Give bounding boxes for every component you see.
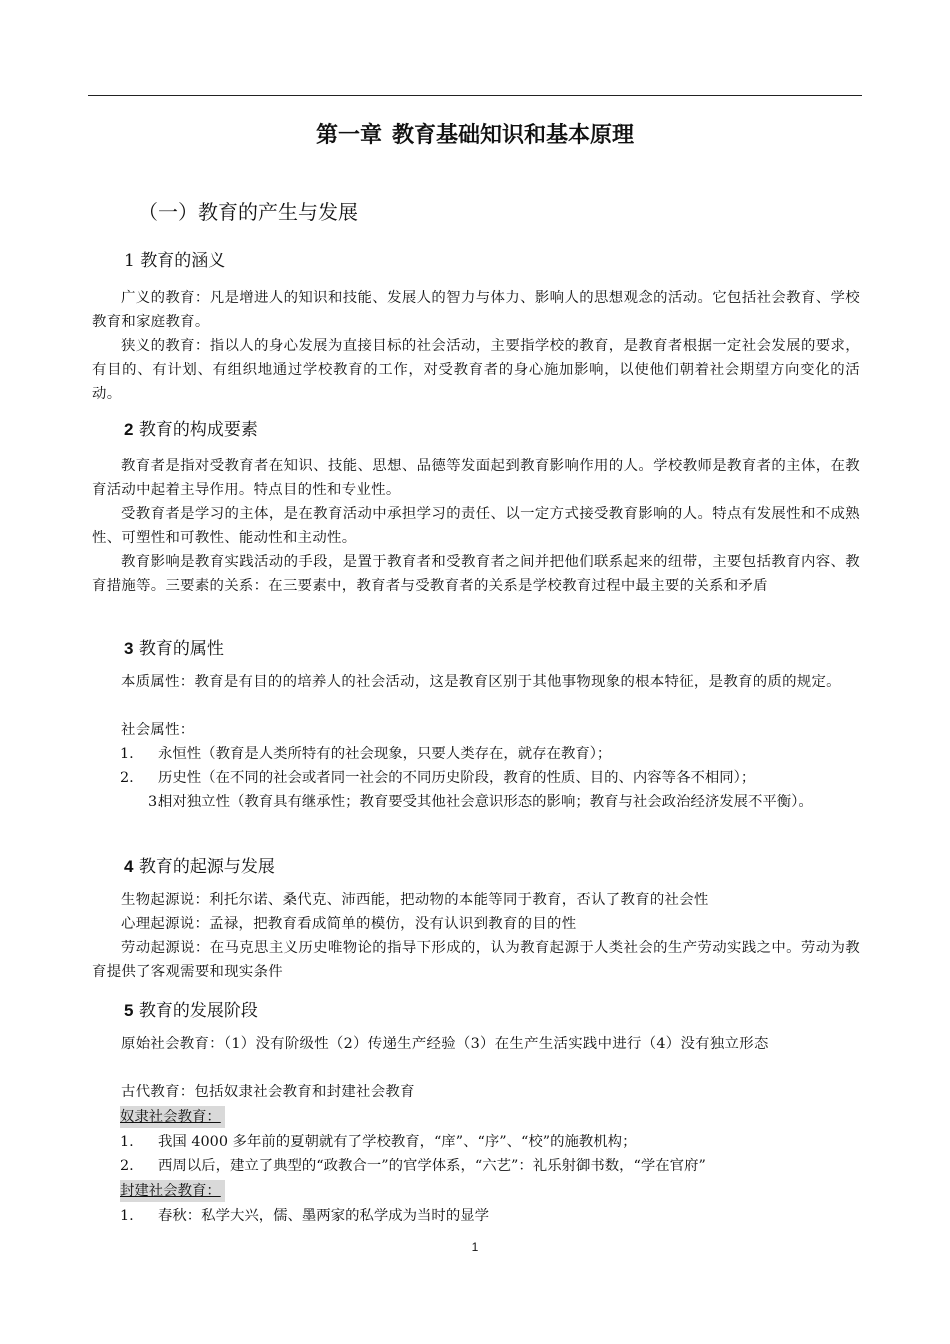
paragraph: 社会属性： xyxy=(121,722,195,738)
header-rule xyxy=(88,95,862,96)
subsection-number: 4 xyxy=(124,857,134,876)
section-heading: （一）教育的产生与发展 xyxy=(138,200,358,224)
subsection-number: 5 xyxy=(124,1001,134,1020)
paragraph: 原始社会教育：（1）没有阶级性（2）传递生产经验（3）在生产生活实践中进行（4）没有独立形态 xyxy=(121,1036,769,1052)
page-number: 1 xyxy=(471,1240,479,1254)
paragraph: 心理起源说：孟禄，把教育看成简单的模仿，没有认识到教育的目的性 xyxy=(121,916,577,932)
subsection-title: 教育的构成要素 xyxy=(138,420,258,440)
subsection-heading-4 xyxy=(124,852,892,877)
subsection-heading-5 xyxy=(124,996,892,1021)
paragraph: 受教育者是学习的主体，是在教育活动中承担学习的责任、以一定方式接受教育影响的人。特点有发展性和不成熟性、可塑性和可教性、能动性和主动性。 xyxy=(92,506,860,546)
paragraph: 古代教育：包括奴隶社会教育和封建社会教育 xyxy=(121,1084,415,1100)
subsection-title: 教育的起源与发展 xyxy=(138,857,275,877)
paragraph: 教育影响是教育实践活动的手段，是置于教育者和受教育者之间并把他们联系起来的纽带，主要包括教育内容、教育措施等。三要素的关系：在三要素中，教育者与受教育者的关系是学校教育过程中最主要的关系和矛盾 xyxy=(92,554,860,594)
paragraph: 生物起源说：利托尔诺、桑代克、沛西能，把动物的本能等同于教育，否认了教育的社会性 xyxy=(121,892,709,908)
list-item: 3.相对独立性（教育具有继承性；教育要受其他社会意识形态的影响；教育与社会政治经济发展不平衡）。 xyxy=(148,794,813,810)
subsection-heading-1: 1 教育的涵义 xyxy=(124,251,226,271)
subsection-heading-3 xyxy=(124,634,892,659)
subsection-number: 3 xyxy=(124,639,134,658)
list-item: 1. 春秋：私学大兴，儒、墨两家的私学成为当时的显学 xyxy=(120,1208,489,1224)
chapter-name: 教育基础知识和基本原理 xyxy=(392,123,635,148)
list-item: 2. 历史性（在不同的社会或者同一社会的不同历史阶段，教育的性质、目的、内容等各不相同）； xyxy=(120,770,756,786)
paragraph: 教育者是指对受教育者在知识、技能、思想、品德等发面起到教育影响作用的人。学校教师是教育者的主体，在教育活动中起着主导作用。特点目的性和专业性。 xyxy=(92,458,860,498)
paragraph: 劳动起源说：在马克思主义历史唯物论的指导下形成的，认为教育起源于人类社会的生产劳动实践之中。劳动为教育提供了客观需要和现实条件 xyxy=(92,940,860,980)
highlighted-label: 奴隶社会教育： xyxy=(120,1106,225,1128)
list-item: 1. 我国 4000 多年前的夏朝就有了学校教育，“庠”、“序”、“校”的施教机构； xyxy=(120,1134,637,1150)
subsection-number: 2 xyxy=(124,420,134,439)
subsection-title: 教育的属性 xyxy=(138,639,224,659)
chapter-number: 第一章 xyxy=(315,123,382,148)
subsection-title: 教育的发展阶段 xyxy=(138,1001,258,1021)
paragraph: 狭义的教育：指以人的身心发展为直接目标的社会活动，主要指学校的教育，是教育者根据一定社会发展的要求，有目的、有计划、有组织地通过学校教育的工作，对受教育者的身心施加影响，以使他们朝着社会期望方向变化的活动。 xyxy=(92,338,860,402)
paragraph: 本质属性：教育是有目的的培养人的社会活动，这是教育区别于其他事物现象的根本特征，是教育的质的规定。 xyxy=(121,674,841,690)
highlighted-label: 封建社会教育： xyxy=(120,1180,225,1202)
chapter-title xyxy=(0,118,950,149)
subsection-heading-2 xyxy=(124,415,892,440)
list-item: 1. 永恒性（教育是人类所特有的社会现象，只要人类存在，就存在教育）； xyxy=(120,746,612,762)
paragraph: 广义的教育：凡是增进人的知识和技能、发展人的智力与体力、影响人的思想观念的活动。它包括社会教育、学校教育和家庭教育。 xyxy=(92,290,860,330)
list-item: 2. 西周以后，建立了典型的“政教合一”的官学体系，“六艺”：礼乐射御书数，“学在官府” xyxy=(120,1158,706,1174)
